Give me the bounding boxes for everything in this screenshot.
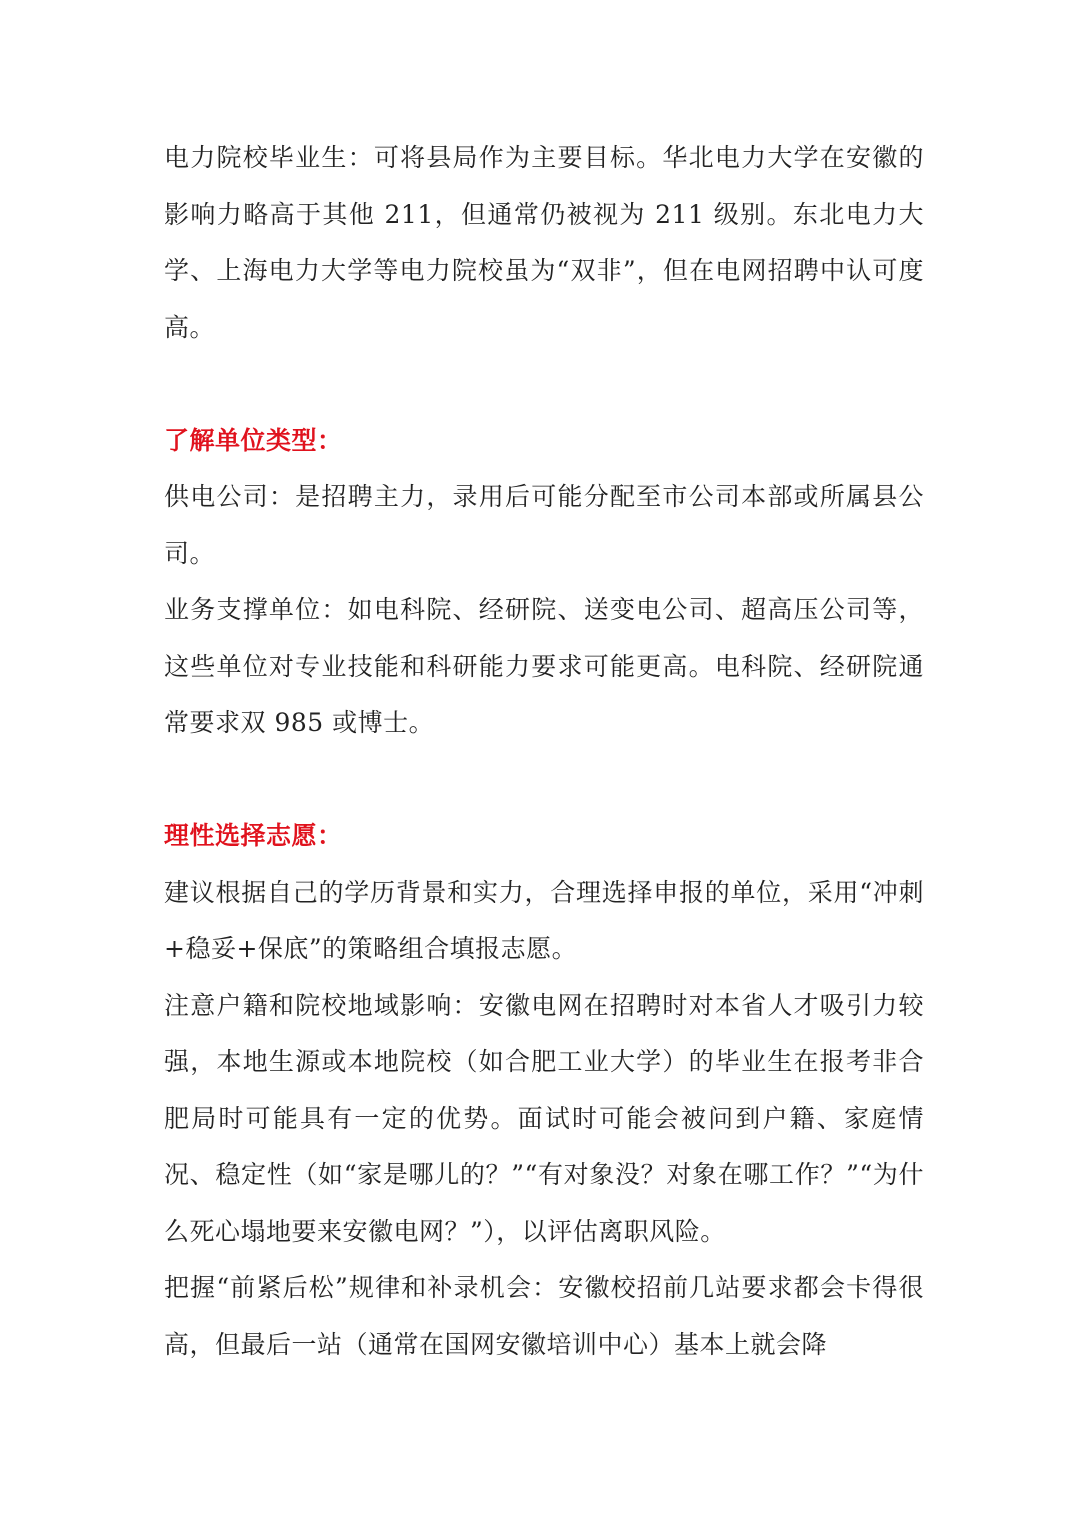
rhythm-paragraph: 把握“前紧后松”规律和补录机会：安徽校招前几站要求都会卡得很高，但最后一站（通常在国网安徽培训中心）基本上就会降 <box>164 1273 924 1359</box>
region-paragraph: 注意户籍和院校地域影响：安徽电网在招聘时对本省人才吸引力较强，本地生源或本地院校（如合肥工业大学）的毕业生在报考非合肥局时可能具有一定的优势。面试时可能会被问到户籍、家庭情况、稳定性（如“家是哪儿的？”“有对象没？对象在哪工作？”“为什么死心塌地要来安徽电网？”），以评估离职风险。 <box>164 990 924 1246</box>
supply-company-paragraph: 供电公司：是招聘主力，录用后可能分配至市公司本部或所属县公司。 <box>164 482 924 568</box>
strategy-paragraph: 建议根据自己的学历背景和实力，合理选择申报的单位，采用“冲刺+稳妥+保底”的策略组合填报志愿。 <box>164 877 924 963</box>
section-heading-choice: 理性选择志愿： <box>164 821 343 850</box>
section-spacer <box>164 752 924 809</box>
section-heading-unit-types: 了解单位类型： <box>164 425 343 455</box>
section-spacer <box>164 356 924 413</box>
support-unit-paragraph: 业务支撑单位：如电科院、经研院、送变电公司、超高压公司等，这些单位对专业技能和科研能力要求可能更高。电科院、经研院通常要求双 985 或博士。 <box>164 595 924 737</box>
document-body <box>164 130 924 1373</box>
intro-paragraph: 电力院校毕业生：可将县局作为主要目标。华北电力大学在安徽的影响力略高于其他 211，但通常仍被视为 211 级别。东北电力大学、上海电力大学等电力院校虽为“双非”，但在电网招聘中认可度高。 <box>164 143 924 342</box>
